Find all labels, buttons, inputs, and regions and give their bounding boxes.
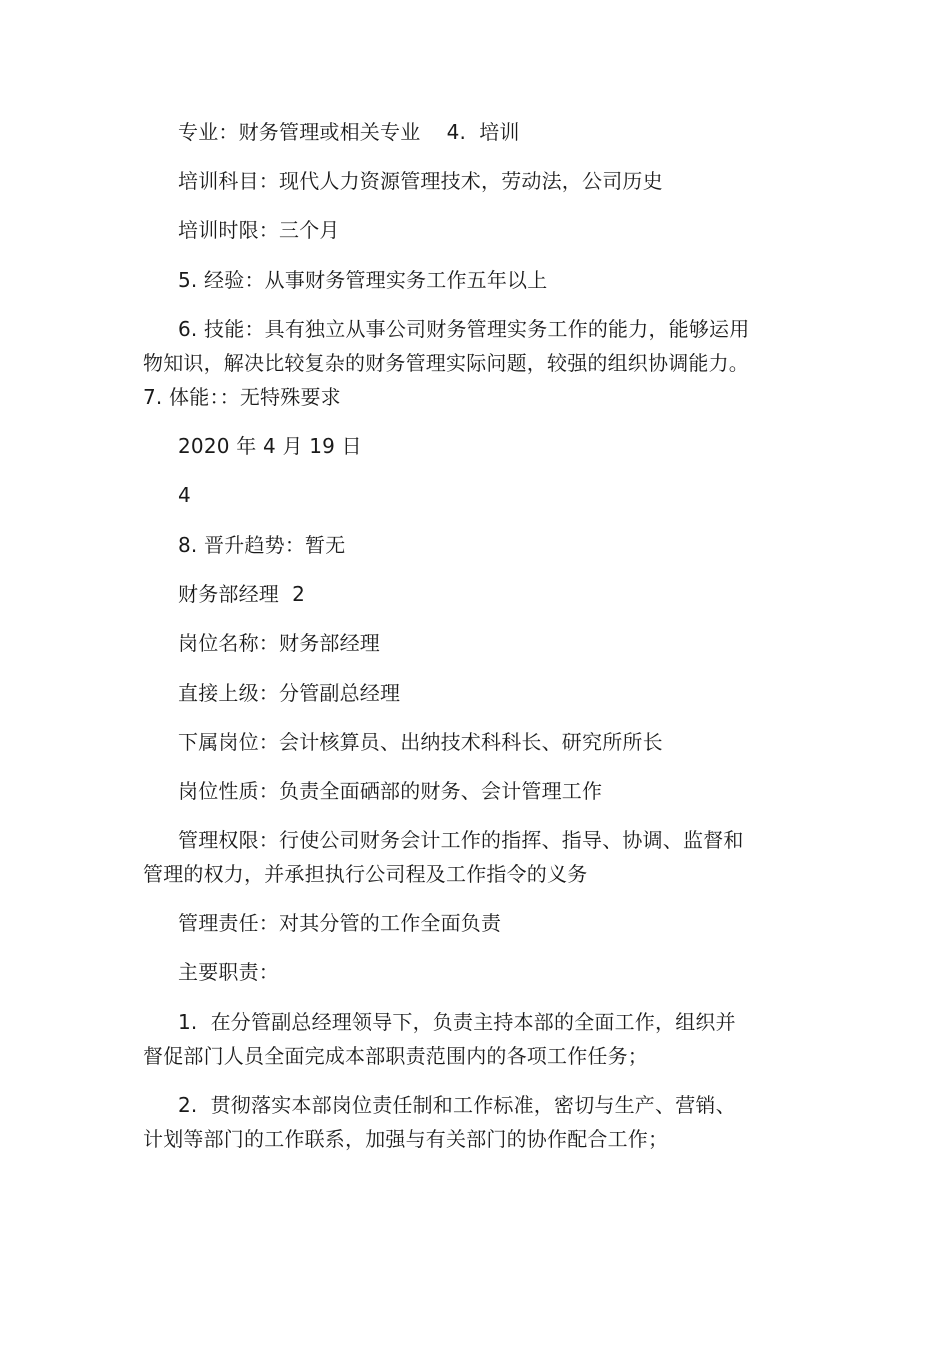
training-subjects-line: 培训科目：现代人力资源管理技术，劳动法，公司历史 — [178, 169, 663, 193]
skills-line-2: 物知识，解决比较复杂的财务管理实际问题，较强的组织协调能力。 — [143, 351, 749, 375]
training-duration-line: 培训时限：三个月 — [178, 218, 340, 242]
subordinate-positions-line: 下属岗位：会计核算员、出纳技术科科长、研究所所长 — [178, 730, 663, 754]
duty-1-line-2: 督促部门人员全面完成本部职责范围内的各项工作任务； — [143, 1044, 648, 1068]
management-authority-line-2: 管理的权力，并承担执行公司程及工作指令的义务 — [143, 862, 588, 886]
section-title: 财务部经理 2 — [178, 582, 306, 606]
duty-1-line-1: 1. 在分管副总经理领导下，负责主持本部的全面工作，组织并 — [178, 1010, 736, 1034]
date-line: 2020 年 4 月 19 日 — [178, 434, 362, 458]
page-number-line: 4 — [178, 483, 191, 507]
position-nature-line: 岗位性质：负责全面硒部的财务、会计管理工作 — [178, 779, 603, 803]
duty-2-line-1: 2. 贯彻落实本部岗位责任制和工作标准，密切与生产、营销、 — [178, 1093, 736, 1117]
skills-line-1: 6. 技能：具有独立从事公司财务管理实务工作的能力，能够运用 — [178, 317, 750, 341]
direct-superior-line: 直接上级：分管副总经理 — [178, 681, 401, 705]
management-responsibility-line: 管理责任：对其分管的工作全面负责 — [178, 911, 502, 935]
management-authority-line-1: 管理权限：行使公司财务会计工作的指挥、指导、协调、监督和 — [178, 828, 744, 852]
major-requirement-line: 专业：财务管理或相关专业 4. 培训 — [178, 120, 520, 144]
main-duties-heading: 主要职责： — [178, 960, 279, 984]
physical-line: 7. 体能：：无特殊要求 — [143, 385, 341, 409]
promotion-line: 8. 晋升趋势：暂无 — [178, 533, 346, 557]
duty-2-line-2: 计划等部门的工作联系，加强与有关部门的协作配合工作； — [143, 1127, 669, 1151]
position-name-line: 岗位名称：财务部经理 — [178, 631, 380, 655]
experience-line: 5. 经验：从事财务管理实务工作五年以上 — [178, 268, 548, 292]
